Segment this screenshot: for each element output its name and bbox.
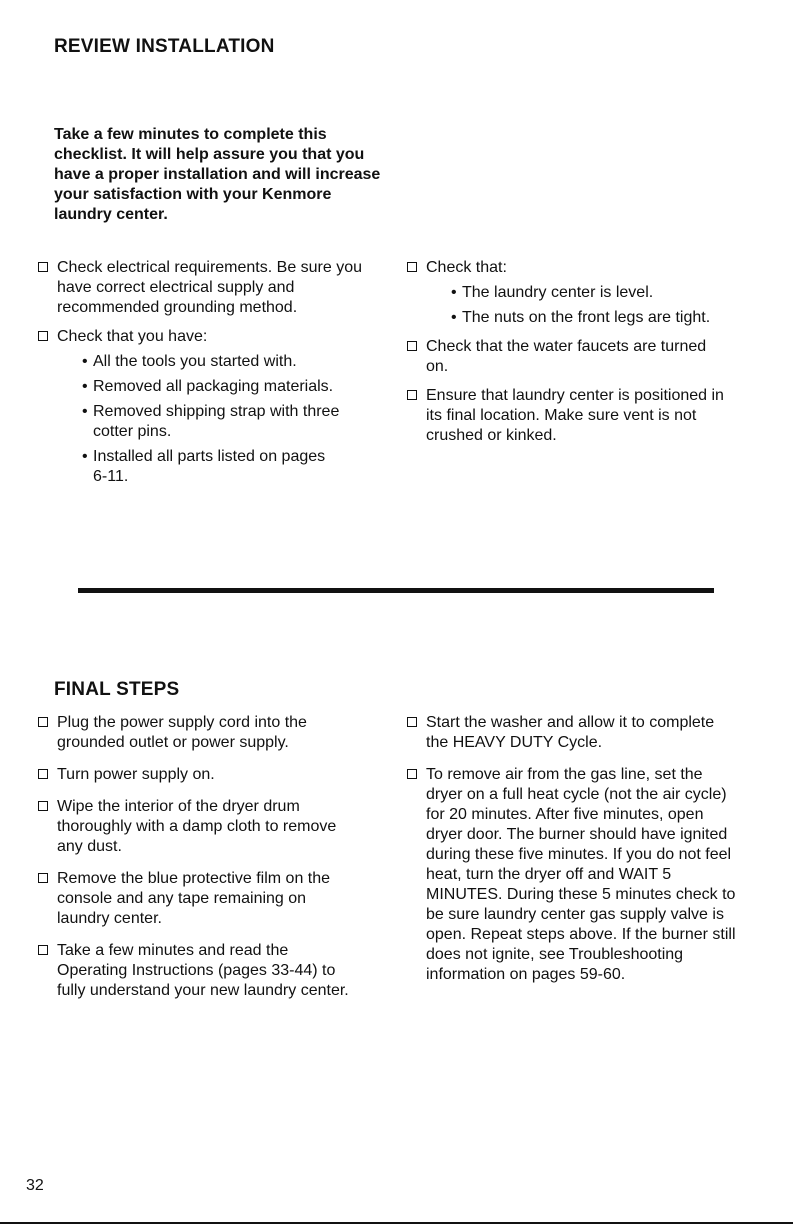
bullet-item bbox=[57, 377, 382, 397]
bullet-item bbox=[426, 308, 746, 328]
checklist-item bbox=[406, 765, 736, 985]
section-divider bbox=[78, 588, 714, 593]
checklist-item bbox=[37, 797, 357, 857]
final-left-column bbox=[37, 713, 357, 1013]
checklist-item-text: Take a few minutes and read the Operating Instructions (pages 33-44) to fully understand your new laundry center. bbox=[57, 942, 349, 999]
intro-text: Take a few minutes to complete this checklist. It will help assure you that you have a proper installation and will increase your satisfaction with your Kenmore laundry center. bbox=[54, 126, 381, 223]
checklist-item-text: Check that the water faucets are turned on. bbox=[426, 338, 707, 375]
bullet-icon: • bbox=[82, 403, 88, 420]
checklist-item bbox=[406, 713, 726, 753]
checkbox-icon bbox=[407, 390, 417, 400]
checklist-item bbox=[37, 941, 357, 1001]
checklist-item bbox=[37, 765, 357, 785]
checklist-item bbox=[406, 386, 741, 446]
checkbox-icon bbox=[38, 873, 48, 883]
checkbox-icon bbox=[38, 262, 48, 272]
checklist-item bbox=[37, 258, 382, 318]
checklist-item-text: Turn power supply on. bbox=[57, 766, 215, 783]
checklist-item-text: Check that: bbox=[426, 259, 507, 276]
page-number: 32 bbox=[26, 1177, 44, 1194]
bullet-item bbox=[426, 283, 746, 303]
review-right-column bbox=[406, 258, 746, 455]
bottom-border bbox=[0, 1222, 793, 1224]
checklist-item bbox=[406, 337, 716, 377]
checklist-item-text: Ensure that laundry center is positioned in its final location. Make sure vent is not crushed or kinked. bbox=[426, 387, 724, 444]
checklist-item-text: Check that you have: bbox=[57, 328, 208, 345]
checklist-item-text: Remove the blue protective film on the console and any tape remaining on laundry center. bbox=[57, 870, 331, 927]
bullet-text: Removed shipping strap with three cotter pins. bbox=[93, 403, 340, 440]
bullet-icon: • bbox=[82, 378, 88, 395]
checkbox-icon bbox=[38, 769, 48, 779]
bullet-item bbox=[57, 402, 343, 442]
checkbox-icon bbox=[38, 945, 48, 955]
checklist-item bbox=[406, 258, 746, 328]
bullet-icon: • bbox=[82, 448, 88, 465]
checklist-item bbox=[37, 869, 357, 929]
bullet-text: Installed all parts listed on pages 6-11. bbox=[93, 448, 326, 485]
checklist-item-text: Check electrical requirements. Be sure you have correct electrical supply and recommended grounding method. bbox=[57, 259, 363, 316]
final-right-column bbox=[406, 713, 736, 997]
checkbox-icon bbox=[38, 331, 48, 341]
bullet-icon: • bbox=[82, 353, 88, 370]
checklist-item-text: To remove air from the gas line, set the dryer on a full heat cycle (not the air cycle) for 20 minutes. After five minutes, open dryer door. The burner should have ignited during these five minutes. If you do not feel heat, turn the dryer off and WAIT 5 MINUTES. During these 5 minutes check to be sure laundry center gas supply valve is open. Repeat steps above. If the burner still does not ignite, see Troubleshooting information on pages 59-60. bbox=[426, 766, 736, 983]
bullet-text: All the tools you started with. bbox=[93, 353, 297, 370]
bullet-text: The nuts on the front legs are tight. bbox=[462, 309, 711, 326]
checkbox-icon bbox=[38, 717, 48, 727]
checklist-item bbox=[37, 327, 382, 487]
checklist-item-text: Start the washer and allow it to complete the HEAVY DUTY Cycle. bbox=[426, 714, 715, 751]
bullet-text: Removed all packaging materials. bbox=[93, 378, 334, 395]
checkbox-icon bbox=[407, 262, 417, 272]
checklist-item bbox=[37, 713, 357, 753]
checkbox-icon bbox=[407, 717, 417, 727]
bullet-item bbox=[57, 447, 343, 487]
review-left-column bbox=[37, 258, 382, 496]
checkbox-icon bbox=[407, 341, 417, 351]
bullet-item bbox=[57, 352, 382, 372]
bullet-icon: • bbox=[451, 284, 457, 301]
bullet-text: The laundry center is level. bbox=[462, 284, 654, 301]
final-steps-title: FINAL STEPS bbox=[54, 679, 180, 700]
checkbox-icon bbox=[407, 769, 417, 779]
checkbox-icon bbox=[38, 801, 48, 811]
checklist-item-text: Wipe the interior of the dryer drum thoroughly with a damp cloth to remove any dust. bbox=[57, 798, 337, 855]
review-installation-title: REVIEW INSTALLATION bbox=[54, 36, 275, 57]
checklist-item-text: Plug the power supply cord into the grounded outlet or power supply. bbox=[57, 714, 307, 751]
bullet-icon: • bbox=[451, 309, 457, 326]
